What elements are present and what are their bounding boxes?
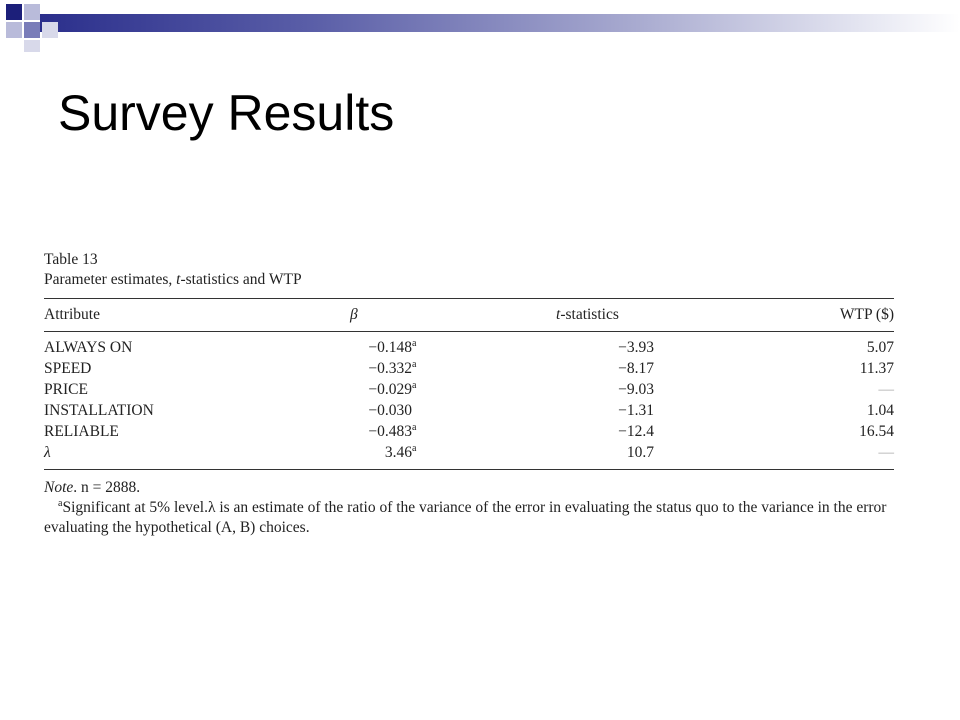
cell-beta: [334, 442, 454, 463]
table-body: [44, 332, 896, 469]
table-row: [44, 337, 896, 358]
cell-beta-value: −0.030: [368, 402, 412, 419]
footnote-text: Significant at 5% level.λ is an estimate of the ratio of the variance of the error in evaluating the status quo to the variance in the error evaluating the hypothetical (A, B) choices.: [44, 499, 887, 536]
header-t-statistics: [556, 299, 619, 331]
cell-beta: [334, 337, 454, 358]
cell-t-value: −3.93: [618, 339, 654, 356]
cell-wtp: [744, 379, 894, 400]
header-t-rest: -statistics: [560, 306, 619, 323]
decor-square: [24, 40, 40, 52]
footnote-sup: a: [58, 497, 63, 509]
cell-t-value: −1.31: [618, 402, 654, 419]
cell-beta-value: −0.029: [368, 381, 412, 398]
table-row: [44, 379, 896, 400]
note-line: [44, 478, 896, 498]
slide-title: Survey Results: [58, 85, 395, 141]
note-text: . n = 2888.: [73, 479, 141, 496]
cell-wtp-value: 11.37: [859, 360, 894, 377]
header-gradient-bar: [40, 14, 960, 32]
caption-prefix: Parameter estimates,: [44, 271, 177, 288]
cell-wtp-value: 1.04: [866, 402, 894, 419]
cell-wtp-value: —: [878, 381, 894, 398]
cell-attribute: ALWAYS ON: [44, 339, 133, 356]
cell-wtp-value: 16.54: [859, 423, 894, 440]
cell-t: [524, 379, 654, 400]
table-header-row: [44, 299, 896, 331]
cell-wtp: [744, 400, 894, 421]
header-t-italic: t: [556, 306, 561, 323]
table-bottom-rule: [44, 469, 894, 470]
cell-beta: [334, 379, 454, 400]
cell-wtp: [744, 358, 894, 379]
caption-italic: t: [176, 271, 181, 288]
table-caption: [44, 270, 896, 290]
cell-attribute: SPEED: [44, 360, 92, 377]
cell-beta-sup: a: [412, 358, 417, 370]
cell-t: [524, 421, 654, 442]
table-row: [44, 400, 896, 421]
cell-beta-value: −0.483: [368, 423, 412, 440]
cell-wtp-value: 5.07: [866, 339, 894, 356]
cell-beta-sup: a: [412, 442, 417, 454]
header-beta: β: [350, 306, 358, 323]
cell-t: [524, 442, 654, 463]
cell-t-value: −9.03: [618, 381, 654, 398]
cell-beta-sup: a: [412, 421, 417, 433]
cell-wtp: [744, 337, 894, 358]
cell-wtp: [744, 442, 894, 463]
cell-beta-sup: a: [412, 337, 417, 349]
cell-t: [524, 337, 654, 358]
table-row: [44, 358, 896, 379]
cell-attribute: INSTALLATION: [44, 402, 154, 419]
cell-wtp: [744, 421, 894, 442]
cell-beta: [334, 400, 454, 421]
cell-t: [524, 400, 654, 421]
cell-attribute: PRICE: [44, 381, 88, 398]
decor-square: [6, 22, 22, 38]
cell-beta-sup: a: [412, 379, 417, 391]
table-figure: [44, 250, 896, 538]
decor-square: [24, 22, 40, 38]
caption-suffix: -statistics and WTP: [180, 271, 302, 288]
header-wtp: WTP ($): [839, 306, 894, 323]
cell-wtp-value: —: [878, 444, 894, 461]
footnote: [44, 498, 896, 538]
cell-beta: [334, 421, 454, 442]
cell-t-value: 10.7: [626, 444, 654, 461]
table-row: [44, 442, 896, 463]
cell-attribute: RELIABLE: [44, 423, 119, 440]
header-band: [0, 0, 960, 52]
decor-square: [6, 4, 22, 20]
cell-beta-value: −0.332: [368, 360, 412, 377]
note-label: Note: [44, 479, 74, 496]
header-attribute: Attribute: [44, 306, 100, 323]
table-notes: [44, 478, 896, 538]
cell-beta-value: 3.46: [384, 444, 412, 461]
cell-beta: [334, 358, 454, 379]
cell-t-value: −8.17: [618, 360, 654, 377]
table-row: [44, 421, 896, 442]
cell-t: [524, 358, 654, 379]
cell-beta-value: −0.148: [368, 339, 412, 356]
cell-t-value: −12.4: [618, 423, 654, 440]
decor-square: [42, 22, 58, 38]
table-number: Table 13: [44, 251, 98, 268]
decor-square: [24, 4, 40, 20]
cell-attribute: λ: [44, 444, 51, 461]
